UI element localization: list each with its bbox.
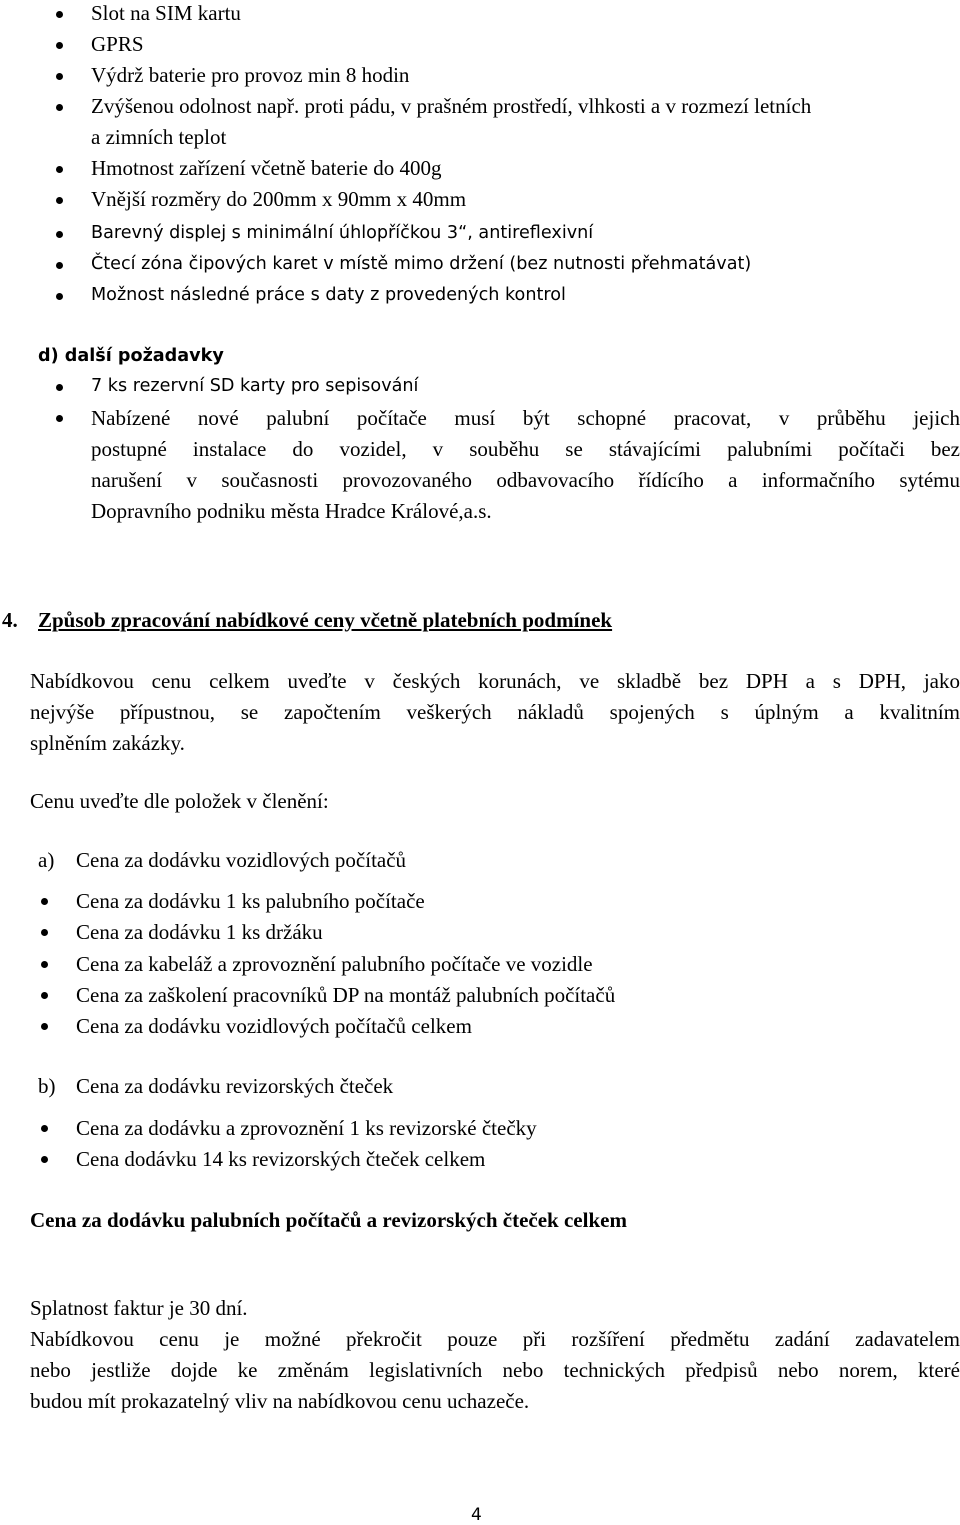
list-item-paragraph: [91, 403, 960, 527]
page-number: 4: [471, 1505, 482, 1525]
list-item: 7 ks rezervní SD karty pro sepisování: [91, 376, 419, 396]
price-paragraph: [30, 666, 960, 759]
bullet-icon: [56, 293, 63, 300]
bullet-icon: [41, 898, 48, 905]
bullet-icon: [41, 992, 48, 999]
list-item-continuation: a zimních teplot: [91, 125, 227, 149]
paragraph-line: Nabízené nové palubní počítače musí být schopné pracovat, v průběhu jejich: [91, 406, 960, 430]
paragraph-line: narušení v současnosti provozovaného odbavovacího řídícího a informačního sytému: [91, 468, 960, 492]
paragraph-line: splněním zakázky.: [30, 731, 185, 755]
list-item: Cena dodávku 14 ks revizorských čteček celkem: [76, 1147, 486, 1171]
paragraph-line: Nabídkovou cenu celkem uveďte v českých korunách, ve skladbě bez DPH a s DPH, jako: [30, 669, 960, 693]
paragraph-line: nebo jestliže dojde ke změnám legislativních nebo technických předpisů nebo norem, které: [30, 1358, 960, 1382]
list-item: Čtecí zóna čipových karet v místě mimo držení (bez nutnosti přehmatávat): [91, 254, 752, 274]
list-item: Cena za dodávku 1 ks palubního počítače: [76, 889, 425, 913]
group-a-title: Cena za dodávku vozidlových počítačů: [76, 848, 407, 872]
group-a-label: a): [38, 848, 55, 872]
bullet-icon: [56, 197, 63, 204]
bullet-icon: [41, 929, 48, 936]
list-item: Cena za dodávku vozidlových počítačů celkem: [76, 1014, 472, 1038]
bullet-icon: [41, 1125, 48, 1132]
list-item: Vnější rozměry do 200mm x 90mm x 40mm: [91, 187, 467, 211]
total-price-heading: Cena za dodávku palubních počítačů a revizorských čteček celkem: [30, 1208, 627, 1232]
paragraph-line: budou mít prokazatelný vliv na nabídkovou cenu uchazeče.: [30, 1389, 530, 1413]
group-b-label: b): [38, 1074, 56, 1098]
section-4-number: 4.: [2, 608, 18, 632]
list-item: Cena za zaškolení pracovníků DP na montáž palubních počítačů: [76, 983, 616, 1007]
paragraph-line: Dopravního podniku města Hradce Králové,a.s.: [91, 499, 492, 523]
bullet-icon: [56, 166, 63, 173]
bullet-icon: [56, 415, 63, 422]
final-paragraph: [30, 1324, 960, 1417]
section-d-heading: d) další požadavky: [38, 346, 224, 366]
list-item: Hmotnost zařízení včetně baterie do 400g: [91, 156, 442, 180]
list-item: Barevný displej s minimální úhlopříčkou 3“, antireflexivní: [91, 223, 594, 243]
bullet-icon: [56, 231, 63, 238]
paragraph-line: postupné instalace do vozidel, v souběhu se stávajícími palubními počítači bez: [91, 437, 960, 461]
price-breakdown-intro: Cenu uveďte dle položek v členění:: [30, 789, 329, 813]
bullet-icon: [41, 961, 48, 968]
bullet-icon: [41, 1156, 48, 1163]
paragraph-line: Nabídkovou cenu je možné překročit pouze při rozšíření předmětu zadání zadavatelem: [30, 1327, 960, 1351]
list-item: Cena za dodávku 1 ks držáku: [76, 920, 323, 944]
group-b-title: Cena za dodávku revizorských čteček: [76, 1074, 394, 1098]
section-4-title: Způsob zpracování nabídkové ceny včetně platebních podmínek: [38, 608, 613, 632]
list-item: Cena za kabeláž a zprovoznění palubního počítače ve vozidle: [76, 952, 593, 976]
bullet-icon: [56, 262, 63, 269]
list-item: Slot na SIM kartu: [91, 1, 241, 25]
bullet-icon: [56, 42, 63, 49]
bullet-icon: [56, 73, 63, 80]
bullet-icon: [56, 11, 63, 18]
list-item: Možnost následné práce s daty z provedených kontrol: [91, 285, 566, 305]
bullet-icon: [41, 1023, 48, 1030]
paragraph-line: nejvýše přípustnou, se započtením veškerých nákladů spojených s úplným a kvalitním: [30, 700, 960, 724]
list-item: GPRS: [91, 32, 144, 56]
list-item: Cena za dodávku a zprovoznění 1 ks revizorské čtečky: [76, 1116, 537, 1140]
payment-terms: Splatnost faktur je 30 dní.: [30, 1296, 248, 1320]
bullet-icon: [56, 104, 63, 111]
list-item: Výdrž baterie pro provoz min 8 hodin: [91, 63, 410, 87]
list-item: Zvýšenou odolnost např. proti pádu, v prašném prostředí, vlhkosti a v rozmezí letních: [91, 94, 812, 118]
bullet-icon: [56, 384, 63, 391]
